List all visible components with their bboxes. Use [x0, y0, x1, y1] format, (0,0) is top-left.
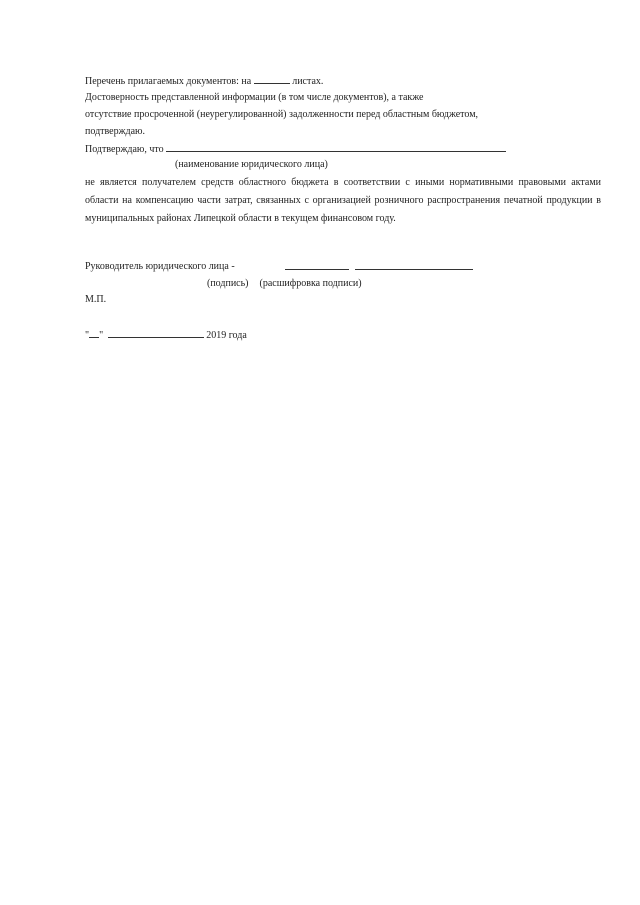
main-paragraph: [85, 174, 601, 228]
month-blank: [108, 328, 204, 338]
signature-blank: [285, 260, 349, 270]
confirm-short-text: подтверждаю.: [85, 126, 146, 137]
attachments-prefix: Перечень прилагаемых документов: на: [85, 76, 252, 87]
attachments-count-blank: [254, 74, 290, 84]
entity-caption: (наименование юридического лица): [175, 159, 328, 170]
stamp-line: [85, 293, 106, 306]
entity-caption-line: [175, 158, 328, 171]
reliability-text: Достоверность представленной информации (в том числе документов), а также: [85, 92, 424, 103]
date-line: [85, 328, 247, 342]
head-signature-line: [85, 260, 235, 273]
head-label: Руководитель юридического лица -: [85, 261, 235, 272]
year-text: 2019 года: [206, 330, 247, 341]
entity-name-blank: [166, 142, 506, 152]
stamp-text: М.П.: [85, 294, 107, 305]
confirm-entity-line: [85, 142, 506, 156]
attachments-line: [85, 74, 323, 88]
signature-caption: (подпись): [207, 278, 249, 289]
main-paragraph-text: не является получателем средств областного бюджета в соответствии с иными нормативными правовыми актами области на компенсацию части затрат, связанных с организацией розничного распространения печатной продукции в муниципальных районах Липецкой области в текущем финансовом году.: [85, 177, 601, 224]
confirm-entity-prefix: Подтверждаю, что: [85, 144, 164, 155]
reliability-line: [85, 91, 424, 104]
day-blank: [89, 328, 99, 338]
debt-text: отсутствие просроченной (неурегулированной) задолженности перед областным бюджетом,: [85, 109, 479, 120]
confirm-short-line: [85, 125, 145, 138]
decoding-caption: (расшифровка подписи): [259, 278, 362, 289]
signature-captions-line: [207, 277, 362, 290]
signature-decoding-blank: [355, 260, 473, 270]
date-close-quote: ": [99, 330, 104, 341]
date-open-quote: ": [85, 330, 90, 341]
debt-line: [85, 108, 478, 121]
attachments-suffix: листах.: [292, 76, 324, 87]
